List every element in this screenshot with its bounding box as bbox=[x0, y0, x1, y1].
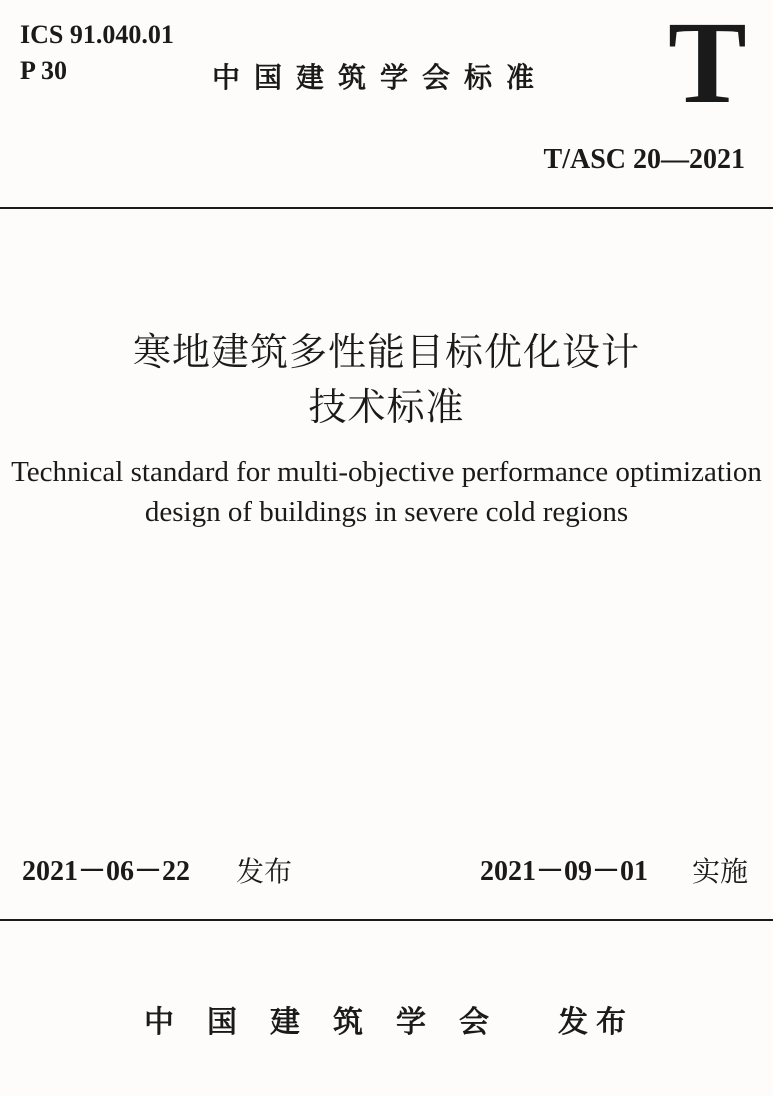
series-title: 中国建筑学会标准 bbox=[212, 61, 549, 94]
publisher-name: 中国建筑学会 bbox=[144, 1005, 522, 1040]
publish-label: 发布 bbox=[558, 1005, 634, 1040]
implementation-label: 实施 bbox=[692, 855, 749, 888]
issue-label: 发布 bbox=[236, 855, 293, 888]
title-chinese-line-2: 技术标准 bbox=[308, 387, 465, 429]
title-english-line-1: Technical standard for multi-objective performance optimization bbox=[11, 456, 762, 488]
top-divider bbox=[0, 207, 773, 209]
ics-code: ICS 91.040.01 bbox=[20, 20, 174, 49]
p-code: P 30 bbox=[20, 56, 67, 85]
title-english-line-2: design of buildings in severe cold regions bbox=[144, 496, 629, 528]
issue-date: 2021－06－22 bbox=[22, 856, 191, 887]
standard-number: T/ASC 20—2021 bbox=[543, 144, 745, 175]
title-chinese-line-1: 寒地建筑多性能目标优化设计 bbox=[132, 332, 640, 374]
bottom-divider bbox=[0, 919, 773, 921]
standard-type-letter: T bbox=[668, 0, 747, 128]
implementation-date: 2021－09－01 bbox=[480, 856, 649, 887]
